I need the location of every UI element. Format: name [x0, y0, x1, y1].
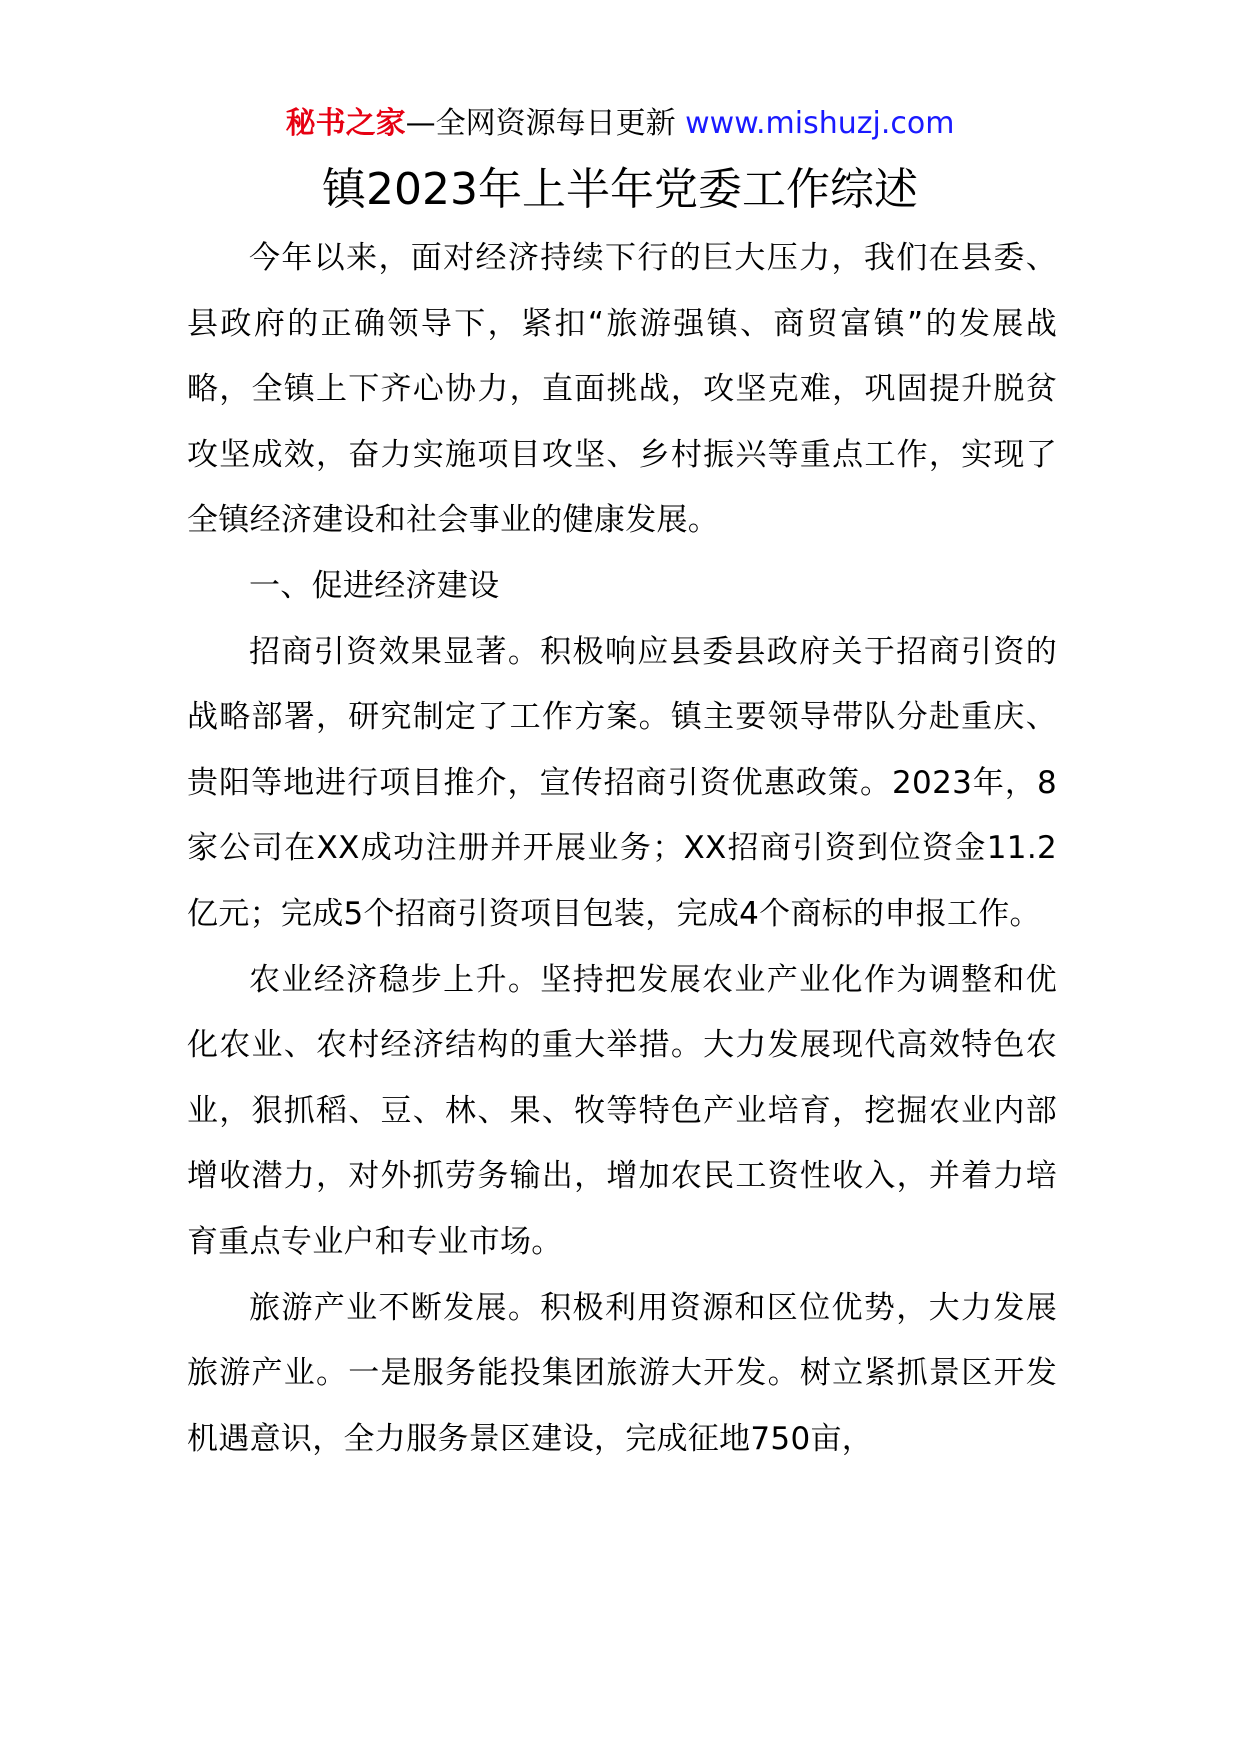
paragraph-investment: 招商引资效果显著。积极响应县委县政府关于招商引资的战略部署，研究制定了工作方案。镇主要领导带队分赴重庆、贵阳等地进行项目推介，宣传招商引资优惠政策。2023年，8家公司在XX成功注册并开展业务；XX招商引资到位资金11.2亿元；完成5个招商引资项目包装，完成4个商标的申报工作。 [187, 633, 1057, 932]
paragraph-agriculture: 农业经济稳步上升。坚持把发展农业产业化作为调整和优化农业、农村经济结构的重大举措。大力发展现代高效特色农业，狠抓稻、豆、林、果、牧等特色产业培育，挖掘农业内部增收潜力，对外抓劳务输出，增加农民工资性收入，并着力培育重点专业户和专业市场。 [187, 961, 1057, 1260]
brand-name: 秘书之家 [285, 106, 406, 141]
document-body [187, 226, 1057, 1472]
paragraph-tourism: 旅游产业不断发展。积极利用资源和区位优势，大力发展旅游产业。一是服务能投集团旅游大开发。树立紧抓景区开发机遇意识，全力服务景区建设，完成征地750亩， [187, 1289, 1057, 1457]
site-header [0, 104, 1240, 144]
site-url-link[interactable]: www.mishuzj.com [685, 106, 955, 141]
paragraph-intro: 今年以来，面对经济持续下行的巨大压力，我们在县委、县政府的正确领导下，紧扣“旅游强镇、商贸富镇”的发展战略，全镇上下齐心协力，直面挑战，攻坚克难，巩固提升脱贫攻坚成效，奋力实施项目攻坚、乡村振兴等重点工作，实现了全镇经济建设和社会事业的健康发展。 [187, 240, 1057, 539]
document-title: 镇2023年上半年党委工作综述 [322, 164, 918, 215]
section-heading-economy: 一、促进经济建设 [249, 567, 500, 604]
header-tagline: —全网资源每日更新 [405, 106, 676, 141]
